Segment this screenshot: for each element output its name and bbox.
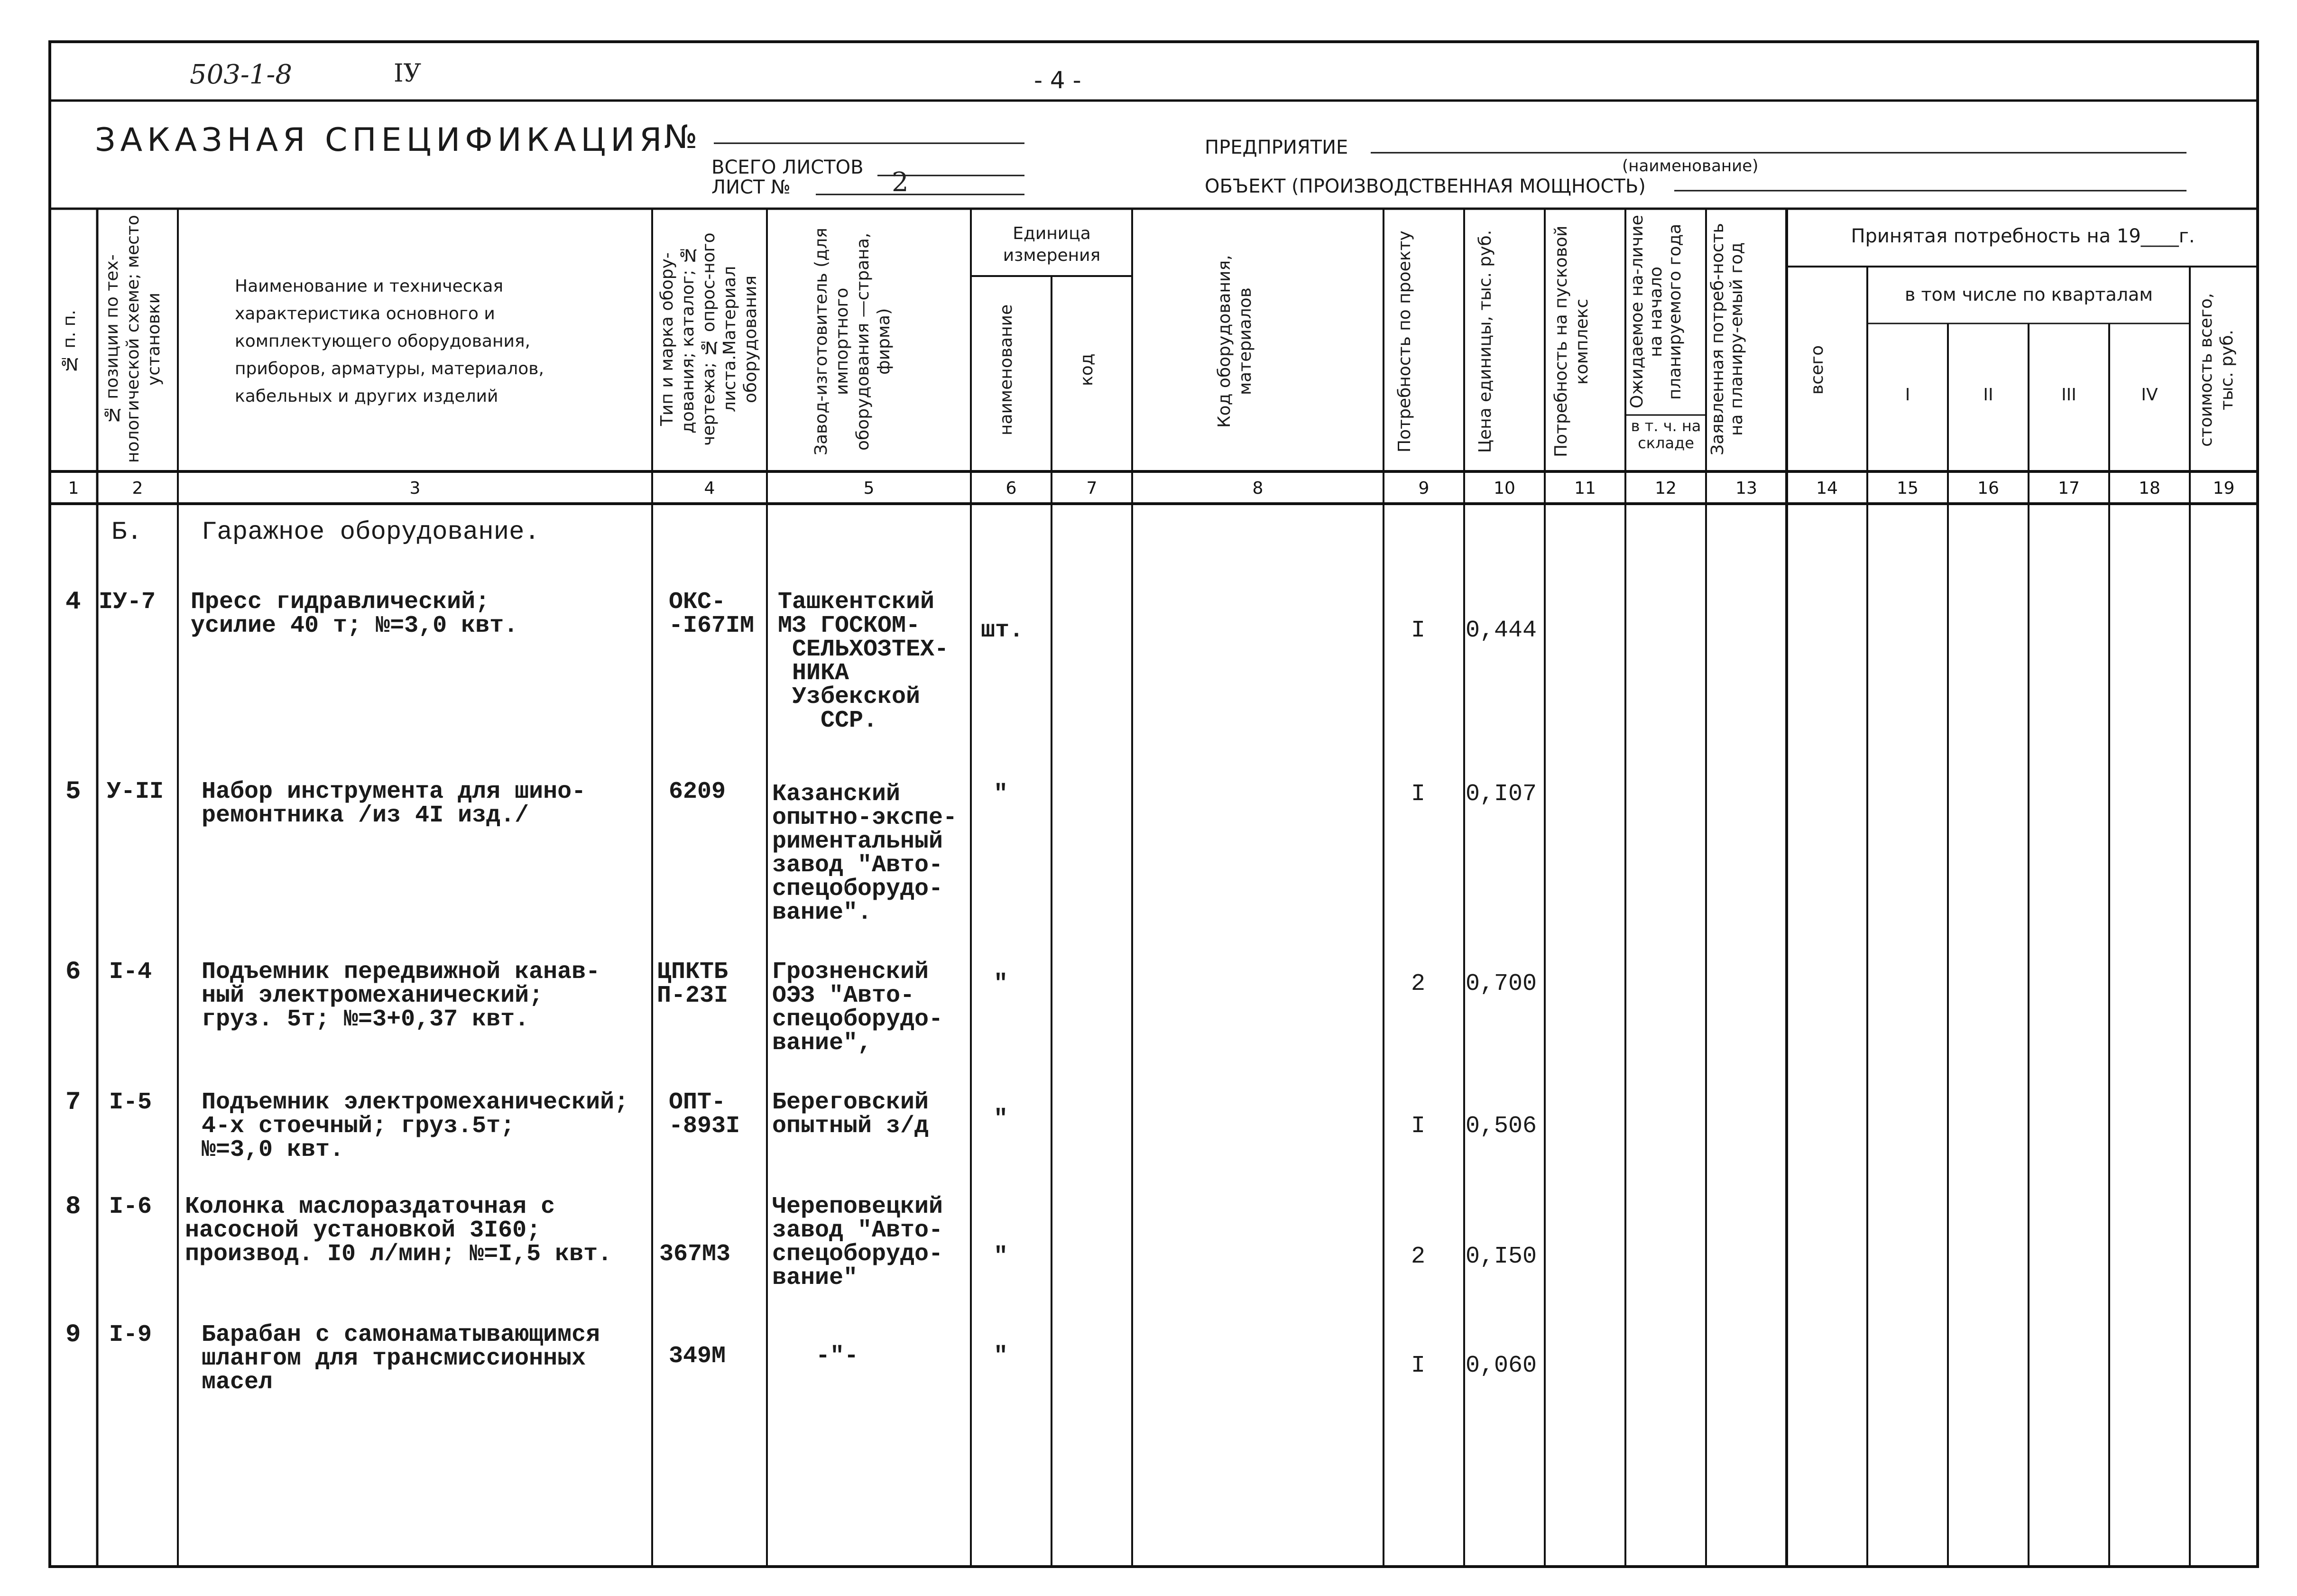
item-description: Барабан с самонаматывающимся шлангом для трансмиссионных масел xyxy=(202,1321,600,1396)
header-in-warehouse: в т. ч. на складе xyxy=(1631,417,1701,452)
item-unit: " xyxy=(994,1343,1008,1370)
item-unit: " xyxy=(994,1243,1008,1270)
item-type: 367М3 xyxy=(659,1241,731,1268)
column-number: 13 xyxy=(1735,479,1757,498)
row-number: 8 xyxy=(65,1192,81,1221)
row-number: 5 xyxy=(65,777,81,806)
row-number: 4 xyxy=(65,588,81,617)
item-maker: Береговский опытный з/д xyxy=(772,1089,929,1140)
item-price: 0,700 xyxy=(1466,970,1537,997)
sheet-label: ЛИСТ № xyxy=(711,176,791,198)
header-quarter-2: II xyxy=(1983,385,1993,405)
header-expected-stock: Ожидаемое на-личие на начало планируемого года xyxy=(1627,215,1685,409)
item-price: 0,444 xyxy=(1466,617,1537,644)
name-hint: (наименование) xyxy=(1622,157,1759,175)
header-row-number: № п. п. xyxy=(60,310,79,373)
column-number: 8 xyxy=(1252,479,1264,498)
item-maker: -"- xyxy=(816,1343,859,1370)
item-quantity: 2 xyxy=(1411,970,1426,997)
position-code: IУ-7 xyxy=(99,589,156,616)
total-sheets-label: ВСЕГО ЛИСТОВ xyxy=(711,157,864,178)
page-number: - 4 - xyxy=(1034,66,1081,94)
item-quantity: 2 xyxy=(1411,1243,1426,1270)
column-number: 17 xyxy=(2058,479,2080,498)
header-cost: стоимость всего, тыс. руб. xyxy=(2196,293,2237,447)
column-number: 3 xyxy=(409,479,421,498)
position-code: I-9 xyxy=(109,1321,152,1348)
item-unit: " xyxy=(994,1106,1008,1133)
header-declared-need: Заявленная потреб-ность на планиру-емый год xyxy=(1708,223,1746,455)
position-code: I-4 xyxy=(109,959,152,986)
item-type: ОКС- -I67IМ xyxy=(669,589,755,639)
header-unit-group: Единица измерения xyxy=(1003,224,1101,265)
enterprise-label: ПРЕДПРИЯТИЕ xyxy=(1205,137,1348,158)
header-equipment-code: Код оборудования, материалов xyxy=(1215,255,1255,428)
header-quarter-4: IV xyxy=(2141,385,2158,405)
item-price: 0,060 xyxy=(1466,1352,1537,1379)
column-number: 6 xyxy=(1006,479,1017,498)
header-unit-price: Цена единицы, тыс. руб. xyxy=(1476,230,1495,453)
item-price: 0,506 xyxy=(1466,1113,1537,1140)
item-price: 0,I07 xyxy=(1466,781,1537,808)
item-type: 349М xyxy=(669,1343,726,1370)
column-number: 15 xyxy=(1897,479,1919,498)
volume-number: IУ xyxy=(394,59,422,88)
spec-number-label: № xyxy=(664,119,698,156)
object-label: ОБЪЕКТ (ПРОИЗВОДСТВЕННАЯ МОЩНОСТЬ) xyxy=(1205,175,1646,197)
header-startup-need: Потребность на пусковой комплекс xyxy=(1551,225,1592,458)
column-number: 4 xyxy=(704,479,715,498)
item-description: Набор инструмента для шино- ремонтника /из 4I изд./ xyxy=(202,778,586,829)
section-title: Гаражное оборудование. xyxy=(202,518,540,547)
row-number: 6 xyxy=(65,958,81,987)
item-quantity: I xyxy=(1411,1352,1426,1379)
header-unit-name: наименование xyxy=(996,304,1016,436)
item-quantity: I xyxy=(1411,781,1426,808)
header-type: Тип и марка обору-дования; каталог; № чертежа; № опрос-ного листа.Материал оборудования xyxy=(657,232,760,446)
column-number: 12 xyxy=(1655,479,1677,498)
column-number: 19 xyxy=(2213,479,2235,498)
column-number: 9 xyxy=(1418,479,1430,498)
item-description: Подъемник передвижной канав- ный электромеханический; груз. 5т; №=3+0,37 квт. xyxy=(202,959,600,1033)
item-description: Колонка маслораздаточная с насосной установкой 3I60; производ. I0 л/мин; №=I,5 квт. xyxy=(185,1193,612,1268)
header-description: Наименование и техническая характеристика основного и комплектующего оборудования, приборов, арматуры, материалов, кабельных и других изделий xyxy=(235,277,544,406)
item-maker: Грозненский ОЭЗ "Авто- спецоборудо- вание", xyxy=(772,959,943,1057)
header-quarters: в том числе по кварталам xyxy=(1905,284,2153,305)
spec-title: ЗАКАЗНАЯ СПЕЦИФИКАЦИЯ xyxy=(95,121,667,159)
item-quantity: I xyxy=(1411,617,1426,644)
column-number: 2 xyxy=(132,479,143,498)
item-description: Подъемник электромеханический; 4-х стоечный; груз.5т; №=3,0 квт. xyxy=(202,1089,629,1163)
item-maker: Ташкентский МЗ ГОСКОМ- СЕЛЬХОЗТЕХ- НИКА Узбекской ССР. xyxy=(778,589,949,734)
position-code: У-II xyxy=(107,778,164,805)
row-number: 9 xyxy=(65,1320,81,1349)
column-number: 14 xyxy=(1816,479,1838,498)
column-number: 18 xyxy=(2139,479,2160,498)
item-type: ОПТ- -893I xyxy=(669,1089,740,1140)
document-code: 503-1-8 xyxy=(190,59,292,90)
item-type: ЦПКТБ П-23I xyxy=(657,959,729,1009)
header-maker: Завод-изготовитель (для импортного оборудования —страна, фирма) xyxy=(812,228,894,455)
item-type: 6209 xyxy=(669,778,726,805)
header-accepted-need: Принятая потребность на 19____г. xyxy=(1851,225,2195,247)
item-maker: Череповецкий завод "Авто- спецоборудо- вание" xyxy=(772,1193,943,1292)
sheet-number: 2 xyxy=(892,167,909,198)
header-quarter-3: III xyxy=(2061,385,2076,405)
item-unit: шт. xyxy=(981,617,1024,644)
item-maker: Казанский опытно-экспе- риментальный завод "Авто- спецоборудо- вание". xyxy=(772,781,958,926)
header-quarter-1: I xyxy=(1905,385,1910,405)
column-number: 1 xyxy=(68,479,79,498)
column-number: 5 xyxy=(863,479,875,498)
header-position: № позиции по тех-нологической схеме; место установки xyxy=(102,215,164,463)
header-project-need: Потребность по проекту xyxy=(1395,231,1414,452)
item-quantity: I xyxy=(1411,1113,1426,1140)
header-unit-code: код xyxy=(1077,353,1097,387)
column-number: 16 xyxy=(1977,479,1999,498)
item-unit: " xyxy=(994,970,1008,997)
item-unit: " xyxy=(994,781,1008,808)
position-code: I-5 xyxy=(109,1089,152,1116)
section-letter: Б. xyxy=(111,518,142,547)
item-price: 0,I50 xyxy=(1466,1243,1537,1270)
column-number: 10 xyxy=(1494,479,1515,498)
position-code: I-6 xyxy=(109,1193,152,1220)
header-total: всего xyxy=(1808,345,1827,395)
row-number: 7 xyxy=(65,1088,81,1117)
column-number: 11 xyxy=(1574,479,1596,498)
column-number: 7 xyxy=(1086,479,1098,498)
item-description: Пресс гидравлический; усилие 40 т; №=3,0 квт. xyxy=(191,589,518,639)
